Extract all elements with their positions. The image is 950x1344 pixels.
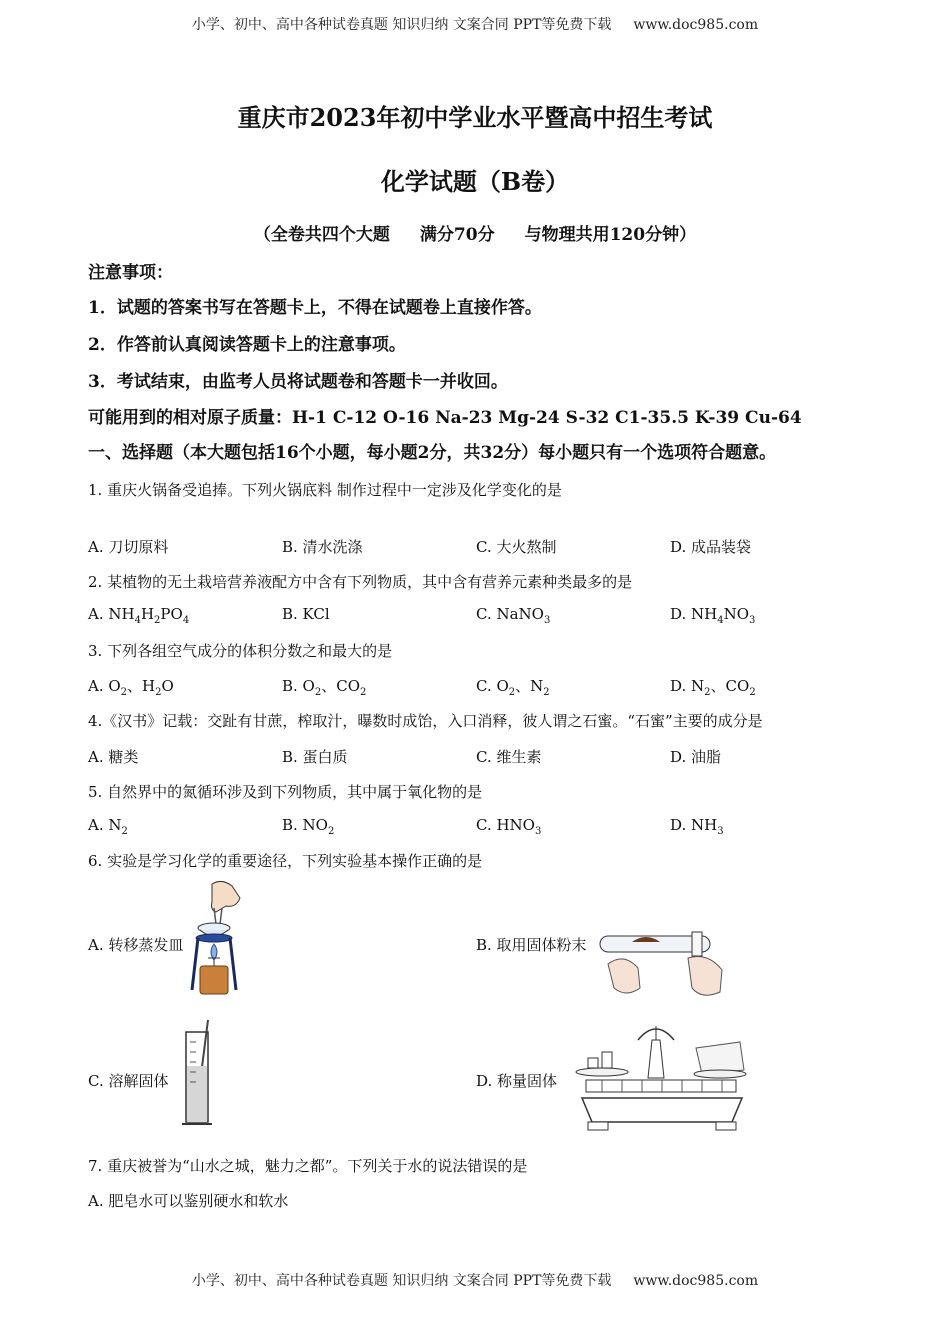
q2-stem: 2. 某植物的无土栽培营养液配方中含有下列物质，其中含有营养元素种类最多的是 <box>88 573 633 591</box>
q3-option-a: A. $O_2$、$H_2O$ <box>88 677 174 698</box>
q1-option-b: B. 清水洗涤 <box>282 538 363 556</box>
q6-option-a: A. 转移蒸发皿 <box>88 936 184 954</box>
q4-option-b: B. 蛋白质 <box>282 748 348 766</box>
footer-site[interactable]: www.doc985.com <box>633 1273 759 1289</box>
q2-option-b: B. KCl <box>282 605 330 623</box>
q4-option-a: A. 糖类 <box>88 748 139 766</box>
page-header <box>0 14 950 34</box>
exam-subject: 化学试题（B卷） <box>380 167 570 196</box>
q6-figure-c-graduated-cylinder <box>182 1018 216 1130</box>
page-footer <box>0 1270 950 1290</box>
q6-stem: 6. 实验是学习化学的重要途径，下列实验基本操作正确的是 <box>88 852 483 870</box>
notes-heading: 注意事项： <box>88 263 173 283</box>
exam-info-b: 满分70分 <box>419 225 495 245</box>
note-1: 1．试题的答案书写在答题卡上，不得在试题卷上直接作答。 <box>88 298 542 318</box>
q1-option-a: A. 刀切原料 <box>88 538 169 556</box>
note-2: 2．作答前认真阅读答题卡上的注意事项。 <box>88 335 406 355</box>
header-text: 小学、初中、高中各种试卷真题 知识归纳 文案合同 PPT等免费下载 <box>191 17 612 33</box>
q5-option-a: A. $N_2$ <box>88 816 128 837</box>
q2-option-a: A. $NH_4H_2PO_4$ <box>88 605 190 626</box>
q5-option-d: D. $NH_3$ <box>670 816 724 837</box>
q5-option-b: B. $NO_2$ <box>282 816 335 837</box>
q3-option-b: B. $O_2$、$CO_2$ <box>282 677 367 698</box>
q6-option-c: C. 溶解固体 <box>88 1072 169 1090</box>
q6-figure-d-balance <box>572 1018 752 1136</box>
q4-option-c: C. 维生素 <box>476 748 542 766</box>
q3-option-d: D. $N_2$、$CO_2$ <box>670 677 756 698</box>
q5-stem: 5. 自然界中的氮循环涉及到下列物质，其中属于氧化物的是 <box>88 783 483 801</box>
q5-option-c: C. $HNO_3$ <box>476 816 542 837</box>
atomic-mass: 可能用到的相对原子质量：H-1 C-12 O-16 Na-23 Mg-24 S-32 C1-35.5 K-39 Cu-64 <box>88 408 802 428</box>
q7-option-a: A. 肥皂水可以鉴别硬水和软水 <box>88 1192 289 1210</box>
section-1-heading: 一、选择题（本大题包括16个小题，每小题2分，共32分）每小题只有一个选项符合题意。 <box>88 443 777 463</box>
q3-stem: 3. 下列各组空气成分的体积分数之和最大的是 <box>88 642 393 660</box>
q6-figure-b-test-tube-powder <box>596 908 736 1000</box>
q4-stem: 4.《汉书》记载：交趾有甘蔗，榨取汁，曝数时成饴，入口消释，彼人谓之石蜜。“石蜜”主要的成分是 <box>88 712 763 730</box>
footer-text: 小学、初中、高中各种试卷真题 知识归纳 文案合同 PPT等免费下载 <box>191 1273 612 1289</box>
q1-stem: 1. 重庆火锅备受追捧。下列火锅底料 制作过程中一定涉及化学变化的是 <box>88 481 562 499</box>
exam-info <box>0 220 950 245</box>
q1-option-c: C. 大火熬制 <box>476 538 557 556</box>
q2-option-d: D. $NH_4NO_3$ <box>670 605 756 626</box>
exam-info-a: （全卷共四个大题 <box>253 225 390 245</box>
q1-option-d: D. 成品装袋 <box>670 538 752 556</box>
q3-option-c: C. $O_2$、$N_2$ <box>476 677 550 698</box>
header-site[interactable]: www.doc985.com <box>633 17 759 33</box>
q2-option-c: C. NaNO$_3$ <box>476 605 551 626</box>
q6-option-d: D. 称量固体 <box>476 1072 558 1090</box>
exam-info-c: 与物理共用120分钟） <box>524 225 697 245</box>
exam-title: 重庆市2023年初中学业水平暨高中招生考试 <box>237 103 713 132</box>
q7-stem: 7. 重庆被誉为“山水之城，魅力之都”。下列关于水的说法错误的是 <box>88 1157 528 1175</box>
q6-option-b: B. 取用固体粉末 <box>476 936 587 954</box>
q6-figure-a-evaporating-dish <box>186 878 256 1000</box>
note-3: 3．考试结束，由监考人员将试题卷和答题卡一并收回。 <box>88 372 508 392</box>
q4-option-d: D. 油脂 <box>670 748 722 766</box>
